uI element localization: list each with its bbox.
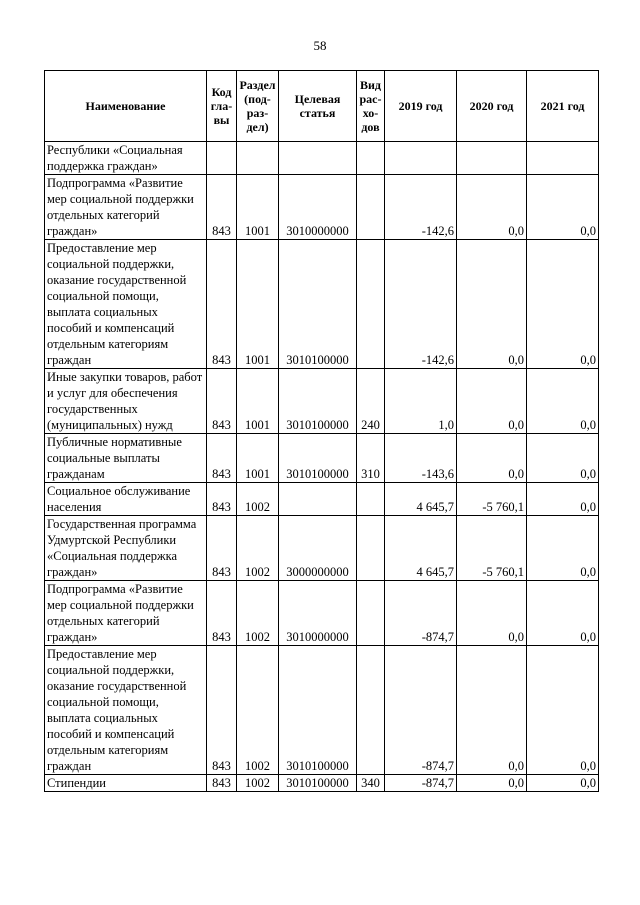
cell-2019: 4 645,7 <box>385 516 457 581</box>
table-row <box>45 142 599 175</box>
header-statya: Целевая статья <box>279 71 357 142</box>
table-row <box>45 240 599 369</box>
header-razdel: Раздел (под- раз- дел) <box>237 71 279 142</box>
table-row <box>45 369 599 434</box>
cell-2019: -142,6 <box>385 175 457 240</box>
cell-glava: 843 <box>207 240 237 369</box>
cell-glava: 843 <box>207 175 237 240</box>
cell-razdel: 1002 <box>237 775 279 792</box>
cell-glava: 843 <box>207 369 237 434</box>
cell-2021: 0,0 <box>527 646 599 775</box>
table-header-row <box>45 71 599 142</box>
cell-2020: 0,0 <box>457 775 527 792</box>
table-row <box>45 581 599 646</box>
cell-2021: 0,0 <box>527 175 599 240</box>
cell-name: Подпрограмма «Развитие мер социальной поддержки отдельных категорий граждан» <box>45 175 207 240</box>
cell-statya: 3010100000 <box>279 646 357 775</box>
header-2019: 2019 год <box>385 71 457 142</box>
cell-vid <box>357 516 385 581</box>
cell-razdel: 1002 <box>237 516 279 581</box>
header-glava: Код гла- вы <box>207 71 237 142</box>
header-2020: 2020 год <box>457 71 527 142</box>
cell-2021: 0,0 <box>527 581 599 646</box>
table-row <box>45 646 599 775</box>
cell-2020: -5 760,1 <box>457 516 527 581</box>
cell-razdel: 1001 <box>237 369 279 434</box>
cell-razdel: 1001 <box>237 240 279 369</box>
cell-statya: 3010100000 <box>279 775 357 792</box>
cell-name: Публичные нормативные социальные выплаты гражданам <box>45 434 207 483</box>
cell-glava: 843 <box>207 775 237 792</box>
cell-glava: 843 <box>207 483 237 516</box>
cell-vid <box>357 483 385 516</box>
cell-statya: 3010100000 <box>279 240 357 369</box>
cell-name: Иные закупки товаров, работ и услуг для обеспечения государственных (муниципальных) нужд <box>45 369 207 434</box>
cell-statya: 3000000000 <box>279 516 357 581</box>
cell-name: Подпрограмма «Развитие мер социальной поддержки отдельных категорий граждан» <box>45 581 207 646</box>
cell-vid: 340 <box>357 775 385 792</box>
cell-2020: 0,0 <box>457 369 527 434</box>
cell-glava: 843 <box>207 516 237 581</box>
cell-2021: 0,0 <box>527 775 599 792</box>
cell-2021 <box>527 142 599 175</box>
cell-2021: 0,0 <box>527 369 599 434</box>
table-row <box>45 516 599 581</box>
cell-statya: 3010000000 <box>279 581 357 646</box>
cell-2021: 0,0 <box>527 434 599 483</box>
cell-2021: 0,0 <box>527 483 599 516</box>
cell-statya: 3010100000 <box>279 434 357 483</box>
cell-2020: 0,0 <box>457 240 527 369</box>
header-2021: 2021 год <box>527 71 599 142</box>
cell-razdel: 1001 <box>237 175 279 240</box>
cell-2019: -143,6 <box>385 434 457 483</box>
cell-statya <box>279 483 357 516</box>
cell-statya: 3010100000 <box>279 369 357 434</box>
cell-razdel: 1002 <box>237 581 279 646</box>
cell-name: Социальное обслуживание населения <box>45 483 207 516</box>
cell-name: Предоставление мер социальной поддержки, оказание государственной социальной помощи, выплата социальных пособий и компенсаций отдельным категориям граждан <box>45 646 207 775</box>
cell-glava: 843 <box>207 646 237 775</box>
header-name: Наименование <box>45 71 207 142</box>
cell-name: Республики «Социальная поддержка граждан» <box>45 142 207 175</box>
cell-glava <box>207 142 237 175</box>
cell-statya: 3010000000 <box>279 175 357 240</box>
table-row <box>45 434 599 483</box>
cell-2020: 0,0 <box>457 646 527 775</box>
table-row <box>45 775 599 792</box>
cell-2020 <box>457 142 527 175</box>
cell-2020: 0,0 <box>457 175 527 240</box>
cell-2021: 0,0 <box>527 240 599 369</box>
cell-razdel: 1001 <box>237 434 279 483</box>
table-row <box>45 483 599 516</box>
cell-2019: 4 645,7 <box>385 483 457 516</box>
cell-razdel: 1002 <box>237 483 279 516</box>
cell-2019: -874,7 <box>385 775 457 792</box>
cell-2019: 1,0 <box>385 369 457 434</box>
cell-statya <box>279 142 357 175</box>
page-number: 58 <box>313 38 327 53</box>
cell-2019 <box>385 142 457 175</box>
table-row <box>45 175 599 240</box>
header-vid: Вид рас- хо- дов <box>357 71 385 142</box>
cell-2019: -874,7 <box>385 646 457 775</box>
cell-razdel <box>237 142 279 175</box>
cell-vid <box>357 581 385 646</box>
cell-name: Государственная программа Удмуртской Республики «Социальная поддержка граждан» <box>45 516 207 581</box>
cell-2019: -874,7 <box>385 581 457 646</box>
cell-vid: 310 <box>357 434 385 483</box>
cell-2020: -5 760,1 <box>457 483 527 516</box>
cell-2020: 0,0 <box>457 581 527 646</box>
cell-razdel: 1002 <box>237 646 279 775</box>
cell-glava: 843 <box>207 581 237 646</box>
budget-table <box>44 70 599 792</box>
cell-vid <box>357 240 385 369</box>
cell-name: Стипендии <box>45 775 207 792</box>
cell-2019: -142,6 <box>385 240 457 369</box>
cell-vid <box>357 175 385 240</box>
cell-name: Предоставление мер социальной поддержки, оказание государственной социальной помощи, выплата социальных пособий и компенсаций отдельным категориям граждан <box>45 240 207 369</box>
cell-vid <box>357 646 385 775</box>
cell-2021: 0,0 <box>527 516 599 581</box>
cell-glava: 843 <box>207 434 237 483</box>
cell-vid: 240 <box>357 369 385 434</box>
cell-vid <box>357 142 385 175</box>
cell-2020: 0,0 <box>457 434 527 483</box>
